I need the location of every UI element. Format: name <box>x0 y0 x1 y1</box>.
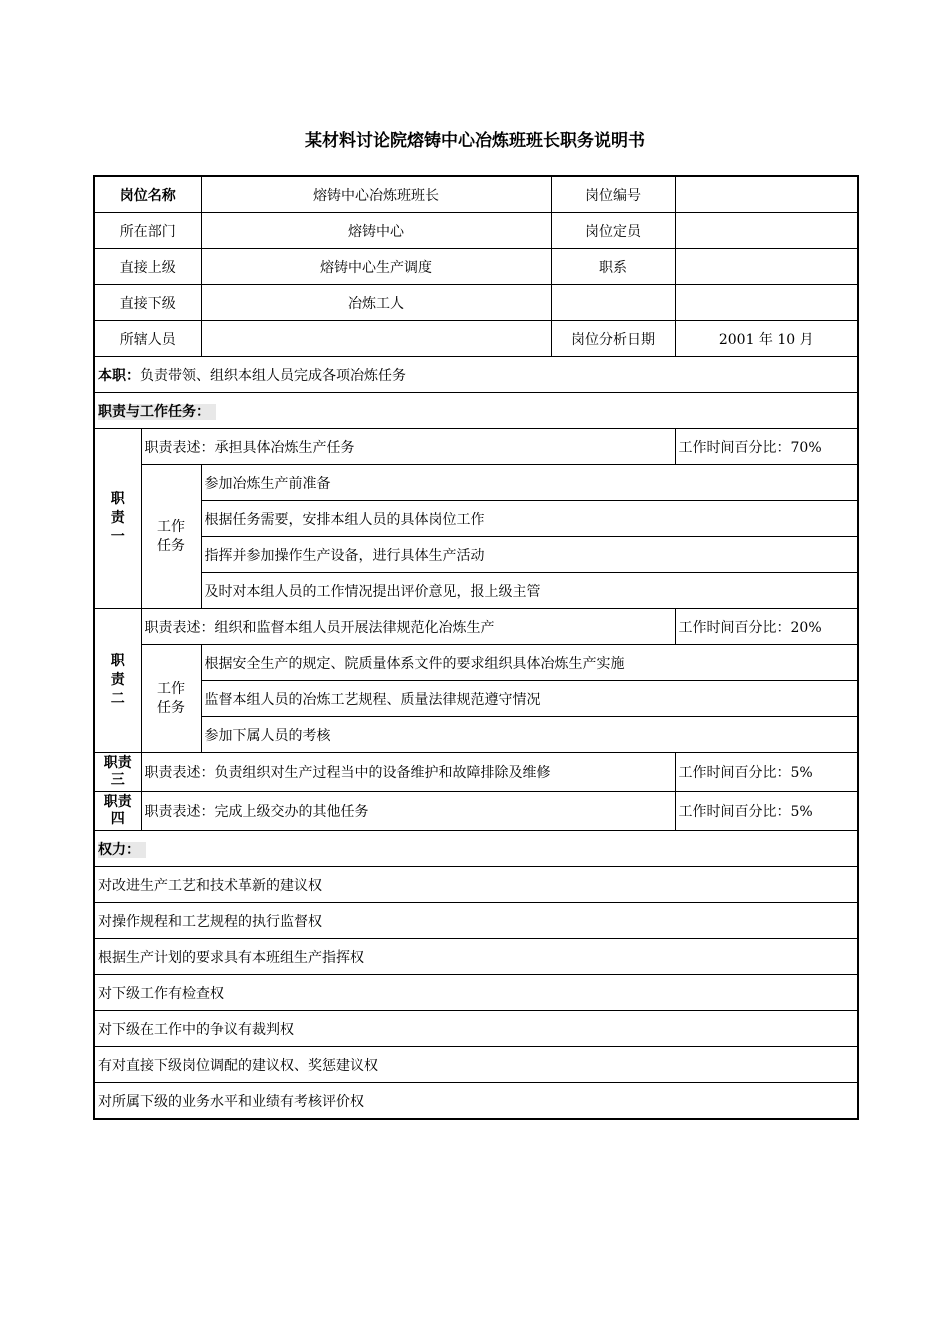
task-row <box>94 537 858 573</box>
responsibility-row <box>94 429 858 465</box>
responsibility-row <box>94 609 858 645</box>
dept-value: 熔铸中心 <box>201 213 551 249</box>
task-item: 及时对本组人员的工作情况提出评价意见，报上级主管 <box>201 573 858 609</box>
duty-text: 负责带领、组织本组人员完成各项冶炼任务 <box>140 367 406 384</box>
empty-cell <box>551 285 675 321</box>
responsibility-pct: 工作时间百分比：20% <box>675 609 858 645</box>
duty-label: 本职： <box>98 367 140 384</box>
authority-row <box>94 867 858 903</box>
task-item: 根据安全生产的规定、院质量体系文件的要求组织具体冶炼生产实施 <box>201 645 858 681</box>
responsibility-row <box>94 753 858 792</box>
authority-item: 根据生产计划的要求具有本班组生产指挥权 <box>94 939 858 975</box>
task-label <box>141 645 201 753</box>
staff-value <box>201 321 551 357</box>
authority-row <box>94 939 858 975</box>
info-row-superior <box>94 249 858 285</box>
responsibilities-header <box>94 393 858 429</box>
series-label: 职系 <box>551 249 675 285</box>
authority-row <box>94 1083 858 1120</box>
post-no-label: 岗位编号 <box>551 176 675 213</box>
page-title: 某材料讨论院熔铸中心冶炼班班长职务说明书 <box>305 131 645 151</box>
responsibility-desc: 职责表述：组织和监督本组人员开展法律规范化冶炼生产 <box>141 609 675 645</box>
responsibility-desc: 职责表述：负责组织对生产过程当中的设备维护和故障排除及维修 <box>141 753 675 792</box>
task-row <box>94 465 858 501</box>
date-label: 岗位分析日期 <box>551 321 675 357</box>
authority-item: 对所属下级的业务水平和业绩有考核评价权 <box>94 1083 858 1120</box>
responsibility-label-text: 职责四 <box>103 794 132 827</box>
task-label <box>141 465 201 609</box>
post-name-label: 岗位名称 <box>94 176 201 213</box>
duty-row <box>94 357 858 393</box>
responsibilities-label: 职责与工作任务： <box>98 404 216 420</box>
superior-label: 直接上级 <box>94 249 201 285</box>
subordinate-value: 冶炼工人 <box>201 285 551 321</box>
series-value <box>675 249 858 285</box>
task-row <box>94 573 858 609</box>
task-item: 指挥并参加操作生产设备，进行具体生产活动 <box>201 537 858 573</box>
authority-item: 对操作规程和工艺规程的执行监督权 <box>94 903 858 939</box>
quota-label: 岗位定员 <box>551 213 675 249</box>
task-row <box>94 501 858 537</box>
responsibility-label <box>94 792 141 831</box>
task-label-text: 工作任务 <box>157 680 185 716</box>
task-item: 根据任务需要，安排本组人员的具体岗位工作 <box>201 501 858 537</box>
subordinate-label: 直接下级 <box>94 285 201 321</box>
responsibility-label <box>94 609 141 753</box>
authority-item: 有对直接下级岗位调配的建议权、奖惩建议权 <box>94 1047 858 1083</box>
responsibility-row <box>94 792 858 831</box>
staff-label: 所辖人员 <box>94 321 201 357</box>
responsibility-label-text: 职责一 <box>110 491 125 545</box>
duty-cell <box>94 357 858 393</box>
responsibility-desc: 职责表述：完成上级交办的其他任务 <box>141 792 675 831</box>
responsibility-pct: 工作时间百分比：5% <box>675 792 858 831</box>
info-row-dept <box>94 213 858 249</box>
superior-value: 熔铸中心生产调度 <box>201 249 551 285</box>
post-no-value <box>675 176 858 213</box>
task-row <box>94 681 858 717</box>
empty-cell <box>675 285 858 321</box>
responsibility-label-text: 职责三 <box>103 755 132 788</box>
responsibility-label <box>94 753 141 792</box>
responsibility-pct: 工作时间百分比：70% <box>675 429 858 465</box>
responsibility-label <box>94 429 141 609</box>
authority-item: 对下级在工作中的争议有裁判权 <box>94 1011 858 1047</box>
task-label-text: 工作任务 <box>157 518 185 554</box>
authority-header <box>94 831 858 867</box>
task-item: 参加下属人员的考核 <box>201 717 858 753</box>
job-description-table <box>93 175 859 1120</box>
date-value: 2001 年 10 月 <box>675 321 858 357</box>
authority-row <box>94 903 858 939</box>
authority-row <box>94 975 858 1011</box>
quota-value <box>675 213 858 249</box>
task-item: 参加冶炼生产前准备 <box>201 465 858 501</box>
task-item: 监督本组人员的冶炼工艺规程、质量法律规范遵守情况 <box>201 681 858 717</box>
responsibilities-header-row <box>94 393 858 429</box>
task-row <box>94 717 858 753</box>
responsibility-desc: 职责表述：承担具体冶炼生产任务 <box>141 429 675 465</box>
dept-label: 所在部门 <box>94 213 201 249</box>
responsibility-label-text: 职责二 <box>110 653 125 707</box>
responsibility-pct: 工作时间百分比：5% <box>675 753 858 792</box>
authority-item: 对下级工作有检查权 <box>94 975 858 1011</box>
authority-item: 对改进生产工艺和技术革新的建议权 <box>94 867 858 903</box>
authority-row <box>94 1047 858 1083</box>
post-name-value: 熔铸中心冶炼班班长 <box>201 176 551 213</box>
info-row-post <box>94 176 858 213</box>
authority-label: 权力： <box>98 842 146 858</box>
info-row-staff <box>94 321 858 357</box>
authority-row <box>94 1011 858 1047</box>
task-row <box>94 645 858 681</box>
authority-header-row <box>94 831 858 867</box>
info-row-subordinate <box>94 285 858 321</box>
